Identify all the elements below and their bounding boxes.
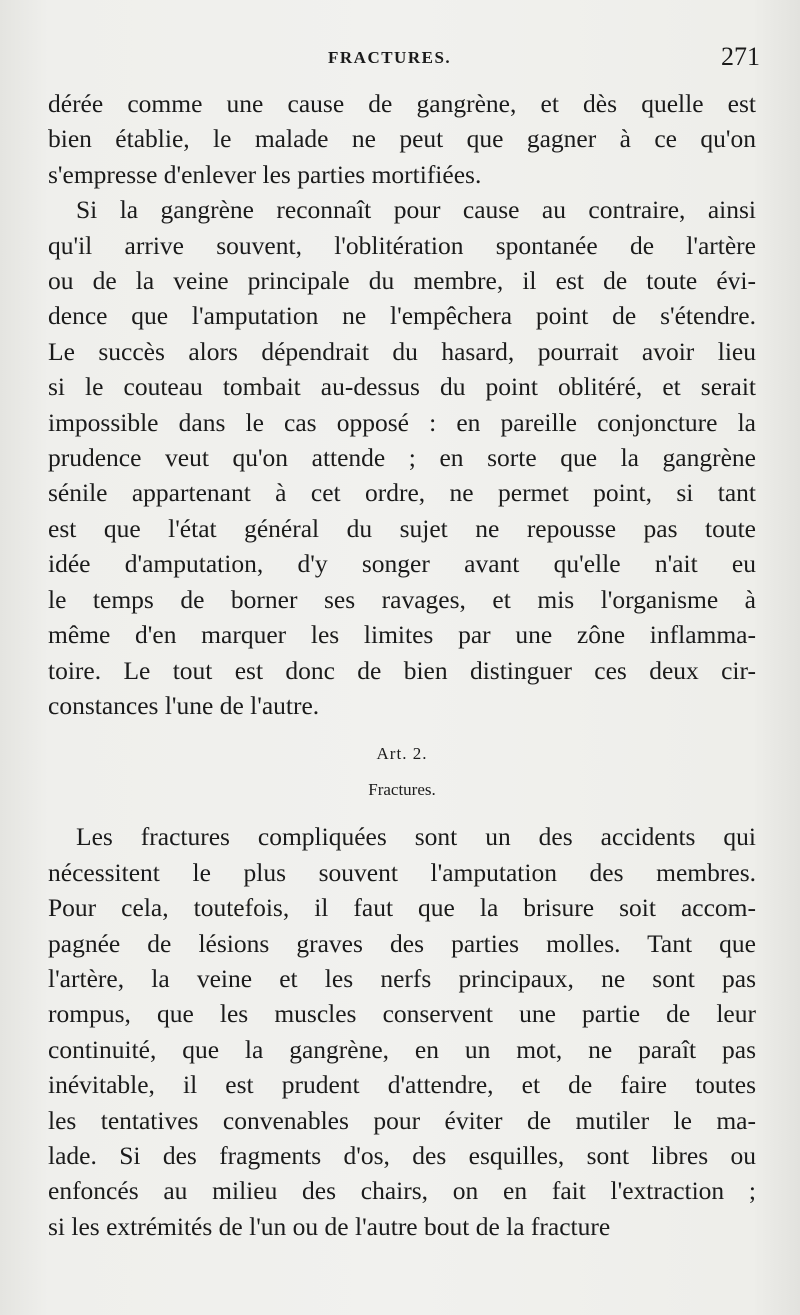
article-label: Art. 2. <box>376 744 428 764</box>
text-line: prudence veut qu'on attende ; en sorte que la gangrène <box>48 443 756 473</box>
text-line: si le couteau tombait au-dessus du point oblitéré, et serait <box>48 372 756 402</box>
text-line: s'empresse d'enlever les parties mortifiées. <box>48 159 482 189</box>
section-heading <box>48 735 756 807</box>
text-line: idée d'amputation, d'y songer avant qu'elle n'ait eu <box>48 549 756 579</box>
text-line: Les fractures compliquées sont un des accidents qui <box>76 822 756 852</box>
text-line: le temps de borner ses ravages, et mis l'organisme à <box>48 584 756 614</box>
section-title: Fractures. <box>368 780 436 800</box>
text-line: si les extrémités de l'un ou de l'autre bout de la fracture <box>48 1211 611 1241</box>
text-line: dérée comme une cause de gangrène, et dès quelle est <box>48 89 756 118</box>
page-number: 271 <box>721 42 760 71</box>
paragraph <box>48 819 756 1244</box>
text-line: Si la gangrène reconnaît pour cause au contraire, ainsi <box>76 195 756 225</box>
text-line: Le succès alors dépendrait du hasard, pourrait avoir lieu <box>48 336 756 366</box>
text-line: constances l'une de l'autre. <box>48 690 320 720</box>
text-line: l'artère, la veine et les nerfs principaux, ne sont pas <box>48 963 756 993</box>
page-header <box>48 44 760 78</box>
paragraph <box>48 86 756 192</box>
paragraphs-after-section <box>48 819 756 1244</box>
text-line: ou de la veine principale du membre, il est de toute évi- <box>48 266 756 296</box>
text-line: lade. Si des fragments d'os, des esquilles, sont libres ou <box>48 1140 756 1170</box>
text-line: même d'en marquer les limites par une zône inflamma- <box>48 620 756 650</box>
text-line: rompus, que les muscles conservent une partie de leur <box>48 999 756 1029</box>
running-title: FRACTURES. <box>328 48 452 67</box>
paragraph <box>48 192 756 723</box>
text-line: qu'il arrive souvent, l'oblitération spontanée de l'artère <box>48 230 756 260</box>
text-line: nécessitent le plus souvent l'amputation des membres. <box>48 857 756 887</box>
text-line: toire. Le tout est donc de bien distinguer ces deux cir- <box>48 655 756 685</box>
text-line: inévitable, il est prudent d'attendre, et de faire toutes <box>48 1070 756 1100</box>
text-line: sénile appartenant à cet ordre, ne permet point, si tant <box>48 478 756 508</box>
paragraphs-before-section <box>48 86 756 723</box>
body-text <box>48 86 756 1244</box>
text-line: dence que l'amputation ne l'empêchera point de s'étendre. <box>48 301 756 331</box>
text-line: les tentatives convenables pour éviter de mutiler le ma- <box>48 1105 756 1135</box>
text-line: Pour cela, toutefois, il faut que la brisure soit accom- <box>48 893 756 923</box>
text-line: continuité, que la gangrène, en un mot, ne paraît pas <box>48 1034 756 1064</box>
text-line: bien établie, le malade ne peut que gagner à ce qu'on <box>48 124 756 154</box>
text-line: est que l'état général du sujet ne repousse pas toute <box>48 513 756 543</box>
text-line: enfoncés au milieu des chairs, on en fait l'extraction ; <box>48 1176 756 1206</box>
text-line: impossible dans le cas opposé : en pareille conjoncture la <box>48 407 756 437</box>
text-line: pagnée de lésions graves des parties molles. Tant que <box>48 928 756 958</box>
